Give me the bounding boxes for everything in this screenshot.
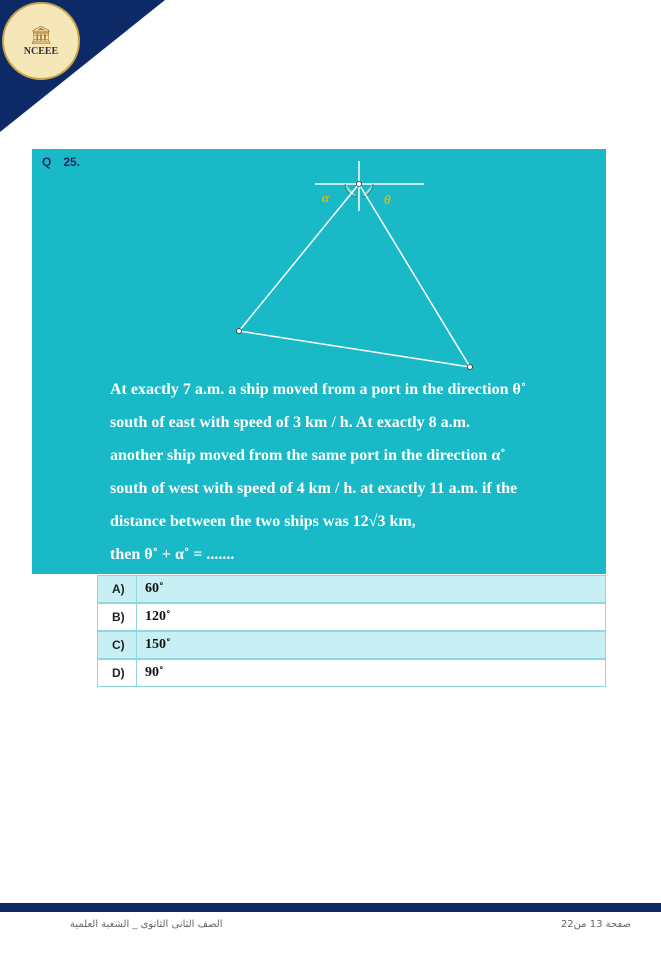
option-letter: A) [112,582,125,596]
option-letter: D) [112,666,125,680]
ship-east-point [468,365,473,370]
building-icon: 🏛 [29,24,53,45]
alpha-label: α [322,190,330,205]
answer-options [97,575,606,687]
ncee-logo [2,2,80,80]
logo-text: NCEEE [23,45,59,57]
option-value: 120˚ [145,609,171,624]
path-ship-east [359,184,470,367]
option-letter: C) [112,638,125,652]
question-prompt: then θ˚ + α˚ = ....... [110,546,235,563]
question-line: south of east with speed of 3 km / h. At exactly 8 a.m. [110,414,470,431]
option-value: 90˚ [145,665,164,680]
question-text [110,373,602,571]
option-c[interactable] [97,631,606,659]
option-a[interactable] [97,575,606,603]
footer-page-number: صفحة 13 من22 [560,919,631,930]
option-value: 60˚ [145,581,164,596]
ships-diagram [32,149,606,374]
distance-line [239,331,470,367]
option-b[interactable] [97,603,606,631]
question-line: south of west with speed of 4 km / h. at exactly 11 a.m. if the [110,480,518,497]
theta-label: θ [384,192,391,207]
footer-bar [0,903,661,912]
question-line: At exactly 7 a.m. a ship moved from a port in the direction θ˚ [110,381,527,398]
question-number: Q 25. [42,155,81,169]
port-point [357,182,362,187]
question-line: distance between the two ships was 12√3 km, [110,513,416,530]
option-d[interactable] [97,659,606,687]
ship-west-point [237,329,242,334]
question-line: another ship moved from the same port in the direction α˚ [110,447,506,464]
question-box [32,149,606,574]
footer-grade-text: الصف الثانى الثانوى _ الشعبة العلمية [70,919,223,930]
alpha-arc [345,184,357,197]
option-letter: B) [112,610,125,624]
path-ship-west [239,184,359,331]
option-value: 150˚ [145,637,171,652]
